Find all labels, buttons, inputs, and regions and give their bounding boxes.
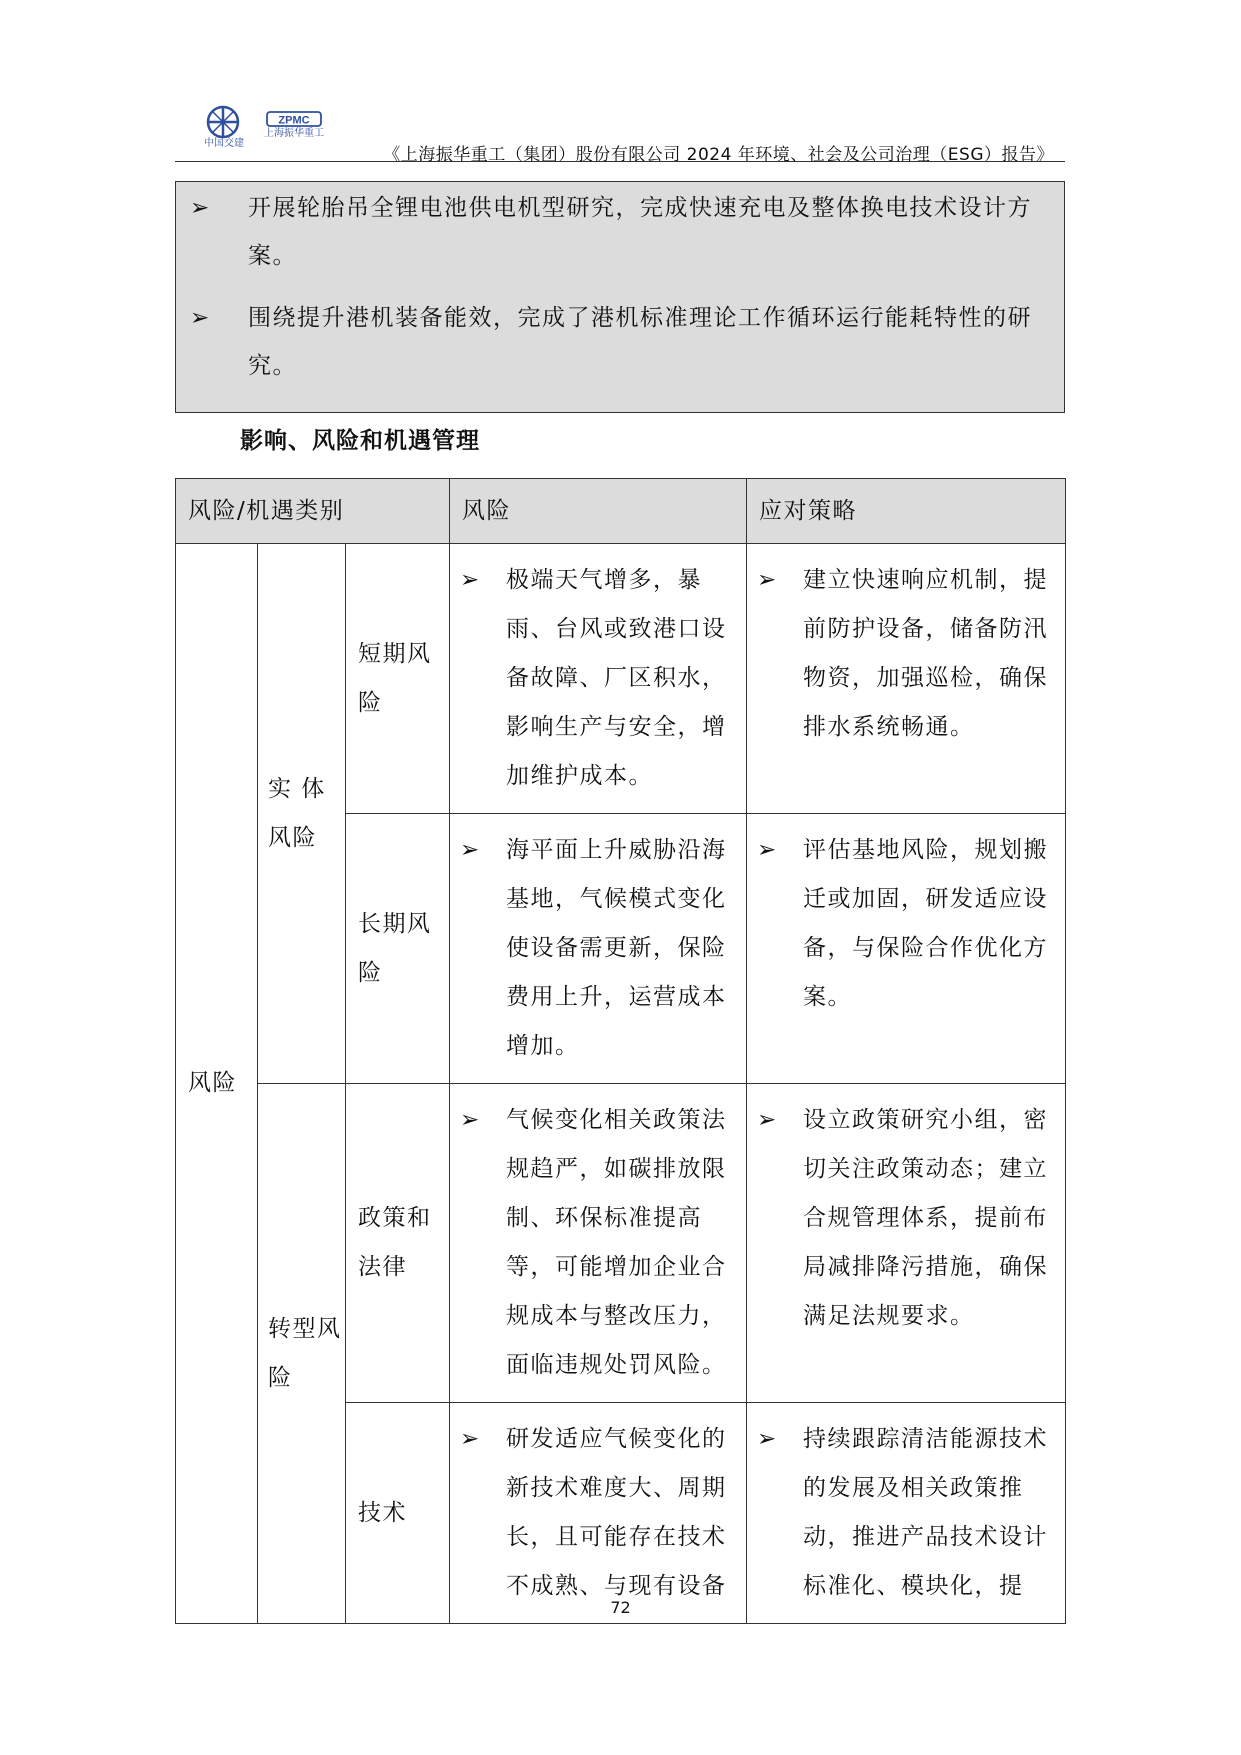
risk-cell — [450, 1084, 747, 1403]
bullet-arrow-icon: ➢ — [757, 1426, 778, 1452]
bullet-arrow-icon: ➢ — [757, 837, 778, 863]
report-title: 《上海振华重工（集团）股份有限公司 2024 年环境、社会及公司治理（ESG）报告》 — [383, 145, 1054, 165]
cccc-logo-caption: 中国交建 — [204, 138, 244, 149]
risk-cell — [450, 814, 747, 1084]
highlights-box — [175, 181, 1065, 413]
highlight-text: 围绕提升港机装备能效，完成了港机标准理论工作循环运行能耗特性的研究。 — [248, 305, 1032, 379]
highlight-text: 开展轮胎吊全锂电池供电机型研究，完成快速充电及整体换电技术设计方案。 — [248, 195, 1032, 269]
header-category: 风险/机遇类别 — [176, 479, 450, 544]
risk-text: 研发适应气候变化的新技术难度大、周期长，且可能存在技术不成熟、与现有设备 — [506, 1426, 727, 1599]
section-heading: 影响、风险和机遇管理 — [240, 428, 480, 454]
bullet-arrow-icon: ➢ — [460, 1107, 481, 1133]
strategy-cell — [747, 1084, 1066, 1403]
strategy-text: 建立快速响应机制，提前防护设备，储备防汛物资，加强巡检，确保排水系统畅通。 — [803, 567, 1049, 740]
bullet-arrow-icon: ➢ — [190, 195, 211, 221]
strategy-text: 持续跟踪清洁能源技术的发展及相关政策推动，推进产品技术设计标准化、模块化，提 — [803, 1426, 1049, 1599]
zpmc-logo-mark: ZPMC — [278, 114, 310, 127]
header-risk: 风险 — [450, 479, 747, 544]
strategy-cell — [747, 544, 1066, 814]
risk-text: 海平面上升威胁沿海基地，气候模式变化使设备需更新，保险费用上升，运营成本增加。 — [506, 837, 727, 1059]
bullet-arrow-icon: ➢ — [460, 1426, 481, 1452]
strategy-cell — [747, 814, 1066, 1084]
risk-text: 极端天气增多，暴雨、台风或致港口设备故障、厂区积水，影响生产与安全，增加维护成本。 — [506, 567, 727, 789]
subcategory-long-term: 长期风险 — [346, 814, 450, 1084]
risk-table — [175, 478, 1066, 1624]
subcategory-short-term: 短期风险 — [346, 544, 450, 814]
page-number: 72 — [610, 1598, 631, 1617]
highlight-item — [190, 184, 1050, 280]
header-divider — [175, 161, 1065, 162]
risk-cell — [450, 544, 747, 814]
subcategory-technology: 技术 — [346, 1403, 450, 1624]
zpmc-logo-caption: 上海振华重工 — [264, 128, 324, 139]
highlight-item — [190, 294, 1050, 390]
strategy-text: 评估基地风险，规划搬迁或加固，研发适应设备，与保险合作优化方案。 — [803, 837, 1049, 1010]
risk-text: 气候变化相关政策法规趋严，如碳排放限制、环保标准提高等，可能增加企业合规成本与整改压力，面临违规处罚风险。 — [506, 1107, 727, 1378]
subcategory-policy-law: 政策和法律 — [346, 1084, 450, 1403]
strategy-cell — [747, 1403, 1066, 1624]
table-row — [176, 1084, 1066, 1403]
group-physical-risk: 实 体 风险 — [258, 544, 346, 1084]
risk-cell — [450, 1403, 747, 1624]
group-transition-risk: 转型风险 — [258, 1084, 346, 1624]
bullet-arrow-icon: ➢ — [460, 567, 481, 593]
table-header-row — [176, 479, 1066, 544]
bullet-arrow-icon: ➢ — [460, 837, 481, 863]
table-row — [176, 544, 1066, 814]
bullet-arrow-icon: ➢ — [757, 567, 778, 593]
bullet-arrow-icon: ➢ — [757, 1107, 778, 1133]
strategy-text: 设立政策研究小组，密切关注政策动态；建立合规管理体系，提前布局减排降污措施，确保满足法规要求。 — [803, 1107, 1049, 1329]
level1-category: 风险 — [176, 544, 258, 1624]
bullet-arrow-icon: ➢ — [190, 305, 211, 331]
header-strategy: 应对策略 — [747, 479, 1066, 544]
